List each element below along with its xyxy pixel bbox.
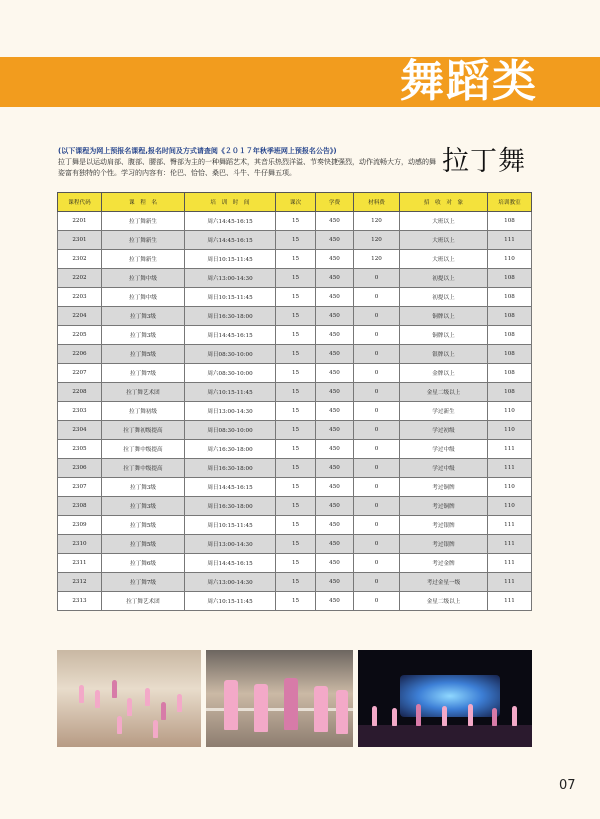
table-cell: 15 [276, 250, 316, 269]
table-cell: 学过中级 [400, 459, 488, 478]
table-row [58, 288, 532, 307]
table-cell: 15 [276, 516, 316, 535]
table-cell: 15 [276, 554, 316, 573]
table-cell: 111 [488, 573, 532, 592]
table-cell: 450 [316, 459, 354, 478]
table-cell: 拉丁舞新生 [102, 250, 185, 269]
table-cell: 周六13:00-14:30 [185, 573, 276, 592]
table-cell: 15 [276, 231, 316, 250]
table-cell: 2310 [58, 535, 102, 554]
page-number: 07 [559, 778, 576, 793]
table-cell: 450 [316, 478, 354, 497]
table-cell: 111 [488, 231, 532, 250]
table-cell: 大班以上 [400, 212, 488, 231]
table-cell: 拉丁舞新生 [102, 231, 185, 250]
table-cell: 450 [316, 554, 354, 573]
table-cell: 拉丁舞中级 [102, 269, 185, 288]
table-cell: 2309 [58, 516, 102, 535]
table-cell: 拉丁舞5级 [102, 345, 185, 364]
table-cell: 0 [354, 592, 400, 611]
table-cell: 110 [488, 478, 532, 497]
table-row [58, 231, 532, 250]
ballet-barre-photo [206, 650, 353, 747]
table-cell: 450 [316, 269, 354, 288]
table-cell: 2205 [58, 326, 102, 345]
table-cell: 周日13:00-14:30 [185, 535, 276, 554]
table-cell: 2306 [58, 459, 102, 478]
table-cell: 银牌以上 [400, 345, 488, 364]
table-cell: 450 [316, 402, 354, 421]
table-cell: 2307 [58, 478, 102, 497]
table-cell: 0 [354, 516, 400, 535]
table-cell: 2303 [58, 402, 102, 421]
table-cell: 111 [488, 440, 532, 459]
table-cell: 拉丁舞7级 [102, 573, 185, 592]
table-cell: 初提以上 [400, 269, 488, 288]
table-cell: 15 [276, 573, 316, 592]
table-cell: 拉丁舞6级 [102, 554, 185, 573]
table-row [58, 307, 532, 326]
table-cell: 考过银牌 [400, 516, 488, 535]
table-cell: 15 [276, 288, 316, 307]
section-title: 拉丁舞 [442, 146, 526, 177]
table-cell: 450 [316, 421, 354, 440]
table-cell: 110 [488, 497, 532, 516]
table-cell: 120 [354, 212, 400, 231]
column-header: 课程代码 [58, 193, 102, 212]
table-cell: 0 [354, 288, 400, 307]
table-cell: 考过铜牌 [400, 497, 488, 516]
table-cell: 110 [488, 250, 532, 269]
table-cell: 金牌以上 [400, 364, 488, 383]
table-cell: 拉丁舞5级 [102, 535, 185, 554]
table-cell: 108 [488, 288, 532, 307]
table-row [58, 326, 532, 345]
table-cell: 拉丁舞7级 [102, 364, 185, 383]
table-cell: 15 [276, 440, 316, 459]
table-cell: 108 [488, 383, 532, 402]
table-cell: 学过初级 [400, 421, 488, 440]
table-cell: 拉丁舞中级 [102, 288, 185, 307]
table-cell: 周日13:00-14:30 [185, 402, 276, 421]
table-cell: 108 [488, 364, 532, 383]
table-cell: 15 [276, 592, 316, 611]
table-cell: 0 [354, 421, 400, 440]
banner-title: 舞蹈类 [400, 56, 538, 107]
table-cell: 周日16:30-18:00 [185, 307, 276, 326]
course-description: 拉丁舞是以运动肩部、腹部、腰部、臀部为主的一种舞蹈艺术，其音乐热烈洋溢、节奏快捷强烈，动作流畅大方，动感的舞姿富有独特的个性。学习的内容有：伦巴、恰恰、桑巴、斗牛、牛仔舞五项。 [58, 158, 436, 177]
table-cell: 拉丁舞5级 [102, 516, 185, 535]
table-cell: 学过中级 [400, 440, 488, 459]
table-cell: 周六13:00-14:30 [185, 269, 276, 288]
table-cell: 周日08:30-10:00 [185, 345, 276, 364]
table-cell: 拉丁舞3级 [102, 497, 185, 516]
table-cell: 108 [488, 345, 532, 364]
dance-class-photo [57, 650, 201, 747]
column-header: 学费 [316, 193, 354, 212]
table-cell: 2302 [58, 250, 102, 269]
table-cell: 450 [316, 231, 354, 250]
table-cell: 2203 [58, 288, 102, 307]
table-cell: 周日14:45-16:15 [185, 554, 276, 573]
table-cell: 周日08:30-10:00 [185, 421, 276, 440]
table-cell: 0 [354, 402, 400, 421]
table-cell: 0 [354, 573, 400, 592]
table-row [58, 573, 532, 592]
table-cell: 金星二级以上 [400, 592, 488, 611]
table-cell: 0 [354, 326, 400, 345]
table-cell: 拉丁舞新生 [102, 212, 185, 231]
column-header: 课 程 名 [102, 193, 185, 212]
table-cell: 15 [276, 497, 316, 516]
table-cell: 2206 [58, 345, 102, 364]
table-cell: 15 [276, 364, 316, 383]
table-cell: 周日16:30-18:00 [185, 497, 276, 516]
table-row [58, 250, 532, 269]
table-row [58, 554, 532, 573]
table-cell: 2301 [58, 231, 102, 250]
table-cell: 450 [316, 345, 354, 364]
table-cell: 0 [354, 478, 400, 497]
table-row [58, 364, 532, 383]
table-cell: 0 [354, 459, 400, 478]
table-cell: 120 [354, 231, 400, 250]
table-cell: 15 [276, 212, 316, 231]
table-cell: 108 [488, 307, 532, 326]
table-cell: 450 [316, 516, 354, 535]
table-cell: 大班以上 [400, 231, 488, 250]
table-cell: 拉丁舞3级 [102, 326, 185, 345]
table-row [58, 516, 532, 535]
table-cell: 110 [488, 402, 532, 421]
table-cell: 15 [276, 402, 316, 421]
table-cell: 450 [316, 573, 354, 592]
table-cell: 周六14:45-16:15 [185, 212, 276, 231]
table-cell: 15 [276, 459, 316, 478]
table-cell: 0 [354, 440, 400, 459]
table-cell: 0 [354, 554, 400, 573]
table-cell: 周日16:30-18:00 [185, 459, 276, 478]
table-cell: 周日10:15-11:45 [185, 516, 276, 535]
column-header: 培 训 时 间 [185, 193, 276, 212]
section-banner [0, 57, 600, 107]
table-cell: 周六16:30-18:00 [185, 440, 276, 459]
table-cell: 2311 [58, 554, 102, 573]
table-cell: 2305 [58, 440, 102, 459]
table-cell: 15 [276, 478, 316, 497]
enrollment-notice: (以下课程为网上预报名课程,报名时间及方式请查阅《２０１７年秋季班网上预报名公告》) [58, 147, 337, 155]
table-cell: 2201 [58, 212, 102, 231]
table-cell: 2204 [58, 307, 102, 326]
table-cell: 周日10:15-11:45 [185, 250, 276, 269]
table-row [58, 421, 532, 440]
table-cell: 金星二级以上 [400, 383, 488, 402]
table-cell: 拉丁舞艺术团 [102, 383, 185, 402]
table-cell: 108 [488, 212, 532, 231]
table-row [58, 459, 532, 478]
table-row [58, 345, 532, 364]
table-cell: 450 [316, 497, 354, 516]
table-cell: 周日14:45-16:15 [185, 478, 276, 497]
table-header-row [58, 193, 532, 212]
table-cell: 周六14:45-16:15 [185, 231, 276, 250]
table-cell: 0 [354, 535, 400, 554]
column-header: 培训教室 [488, 193, 532, 212]
table-row [58, 592, 532, 611]
table-cell: 拉丁舞初级提高 [102, 421, 185, 440]
table-cell: 0 [354, 383, 400, 402]
table-cell: 15 [276, 269, 316, 288]
table-cell: 111 [488, 459, 532, 478]
table-cell: 学过新生 [400, 402, 488, 421]
table-cell: 周日14:45-16:15 [185, 326, 276, 345]
table-cell: 108 [488, 326, 532, 345]
column-header: 课次 [276, 193, 316, 212]
table-cell: 初提以上 [400, 288, 488, 307]
table-row [58, 402, 532, 421]
stage-performance-photo [358, 650, 532, 747]
table-cell: 111 [488, 592, 532, 611]
course-table [57, 192, 532, 611]
table-cell: 0 [354, 269, 400, 288]
table-cell: 15 [276, 345, 316, 364]
table-cell: 拉丁舞中级提高 [102, 459, 185, 478]
table-row [58, 478, 532, 497]
table-cell: 450 [316, 307, 354, 326]
table-cell: 450 [316, 535, 354, 554]
table-row [58, 383, 532, 402]
table-cell: 15 [276, 383, 316, 402]
table-cell: 周日10:15-11:45 [185, 288, 276, 307]
table-row [58, 212, 532, 231]
table-cell: 2308 [58, 497, 102, 516]
table-cell: 2312 [58, 573, 102, 592]
table-row [58, 535, 532, 554]
table-cell: 铜牌以上 [400, 307, 488, 326]
table-cell: 450 [316, 592, 354, 611]
table-cell: 110 [488, 421, 532, 440]
table-cell: 111 [488, 535, 532, 554]
table-cell: 2207 [58, 364, 102, 383]
table-cell: 0 [354, 497, 400, 516]
table-cell: 450 [316, 212, 354, 231]
table-cell: 15 [276, 326, 316, 345]
table-row [58, 440, 532, 459]
table-cell: 拉丁舞初级 [102, 402, 185, 421]
table-cell: 考过银牌 [400, 535, 488, 554]
table-cell: 450 [316, 288, 354, 307]
table-row [58, 497, 532, 516]
table-cell: 周六10:15-11:45 [185, 383, 276, 402]
column-header: 招 收 对 象 [400, 193, 488, 212]
table-cell: 0 [354, 307, 400, 326]
table-cell: 周六10:15-11:45 [185, 592, 276, 611]
table-cell: 108 [488, 269, 532, 288]
table-cell: 周六08:30-10:00 [185, 364, 276, 383]
table-cell: 拉丁舞中级提高 [102, 440, 185, 459]
table-cell: 450 [316, 440, 354, 459]
table-cell: 111 [488, 516, 532, 535]
table-row [58, 269, 532, 288]
table-cell: 15 [276, 535, 316, 554]
table-cell: 考过铜牌 [400, 478, 488, 497]
table-cell: 15 [276, 307, 316, 326]
table-cell: 拉丁舞艺术团 [102, 592, 185, 611]
table-cell: 450 [316, 250, 354, 269]
table-cell: 2202 [58, 269, 102, 288]
table-cell: 拉丁舞3级 [102, 478, 185, 497]
table-cell: 450 [316, 383, 354, 402]
table-cell: 2313 [58, 592, 102, 611]
table-cell: 考过金星一级 [400, 573, 488, 592]
table-cell: 考过金牌 [400, 554, 488, 573]
table-cell: 0 [354, 345, 400, 364]
table-cell: 2304 [58, 421, 102, 440]
table-cell: 2208 [58, 383, 102, 402]
table-cell: 15 [276, 421, 316, 440]
table-cell: 120 [354, 250, 400, 269]
column-header: 材料费 [354, 193, 400, 212]
table-cell: 铜牌以上 [400, 326, 488, 345]
table-cell: 450 [316, 364, 354, 383]
table-cell: 450 [316, 326, 354, 345]
table-cell: 拉丁舞3级 [102, 307, 185, 326]
table-cell: 111 [488, 554, 532, 573]
table-cell: 大班以上 [400, 250, 488, 269]
table-cell: 0 [354, 364, 400, 383]
